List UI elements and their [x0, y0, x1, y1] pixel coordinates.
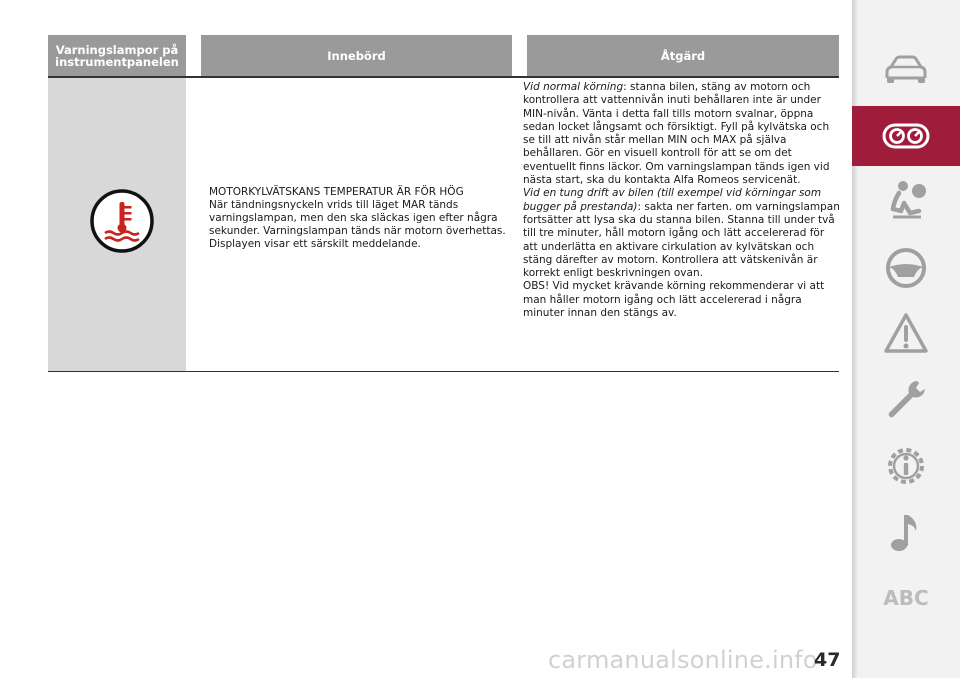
sidebar-item-steering[interactable] [852, 238, 960, 298]
airbag-safety-icon [881, 177, 931, 227]
sidebar-item-dashboard[interactable] [852, 106, 960, 166]
dashboard-gauges-icon [881, 111, 931, 161]
steering-wheel-icon [881, 243, 931, 293]
watermark: carmanualsonline.info [548, 646, 818, 674]
meaning-title: MOTORKYLVÄTSKANS TEMPERATUR ÄR FÖR HÖG [209, 186, 464, 198]
meaning-cell [209, 186, 512, 251]
meaning-text: När tändningsnyckeln vrids till läget MAR tänds varningslampan, men den ska släckas igen efter några sekunder. Varningslampan tänds när motorn överhettas. Displayen visar ett särskilt meddelande. [209, 199, 506, 250]
sidebar-item-warnings[interactable] [852, 304, 960, 364]
action-heavy-driving: Vid en tung drift av bilen (till exempel vid körningar som bugger på prestanda): sakta ner farten. om varningslampan fortsätter att lysa ska du stanna bilen. Stanna till under två till tre minuter, håll motorn igång och lätt accelererad för att underlätta en aktivare cirkulation av kylvätskan och stäng därefter av motorn. Kontrollera att vätskenivån är korrekt enligt beskrivningen ovan. [523, 187, 840, 280]
sidebar-item-car[interactable] [852, 40, 960, 100]
page-number: 47 [814, 649, 841, 671]
index-label: ABC [883, 586, 929, 610]
car-icon [881, 45, 931, 95]
sidebar-item-multimedia[interactable] [852, 502, 960, 562]
sidebar-item-maintenance[interactable] [852, 370, 960, 430]
sidebar-item-safety[interactable] [852, 172, 960, 232]
music-note-icon [881, 507, 931, 557]
wrench-icon [881, 375, 931, 425]
action-cell [523, 81, 841, 320]
warning-triangle-icon [881, 309, 931, 359]
header-meaning: Innebörd [201, 35, 512, 76]
info-gear-icon [881, 441, 931, 491]
table-bottom-rule [48, 371, 839, 372]
action-note: OBS! Vid mycket krävande körning rekommenderar vi att man håller motorn igång och lätt accelererad i några minuter innan den stängs av. [523, 280, 825, 320]
action-normal-driving: Vid normal körning: stanna bilen, stäng av motorn och kontrollera att vattennivån inuti behållaren inte är under MIN-nivån. Vänta i detta fall tills motorn svalnar, öppna sedan locket långsamt och försiktigt. Fyll på kylvätska och se till att nivån står mellan MIN och MAX på själva behållaren. Gör en visuell kontroll för att se om det eventuellt finns läckor. Om varningslampan tänds igen vid nästa start, ska du kontakta Alfa Romeos servicenät. [523, 81, 830, 187]
sidebar-item-index[interactable] [852, 568, 960, 628]
sidebar-item-technical-data[interactable] [852, 436, 960, 496]
header-action: Åtgärd [527, 35, 839, 76]
header-lamps: Varningslampor på instrumentpanelen [48, 35, 186, 76]
lamp-cell [48, 78, 186, 371]
coolant-temperature-icon [90, 189, 154, 253]
